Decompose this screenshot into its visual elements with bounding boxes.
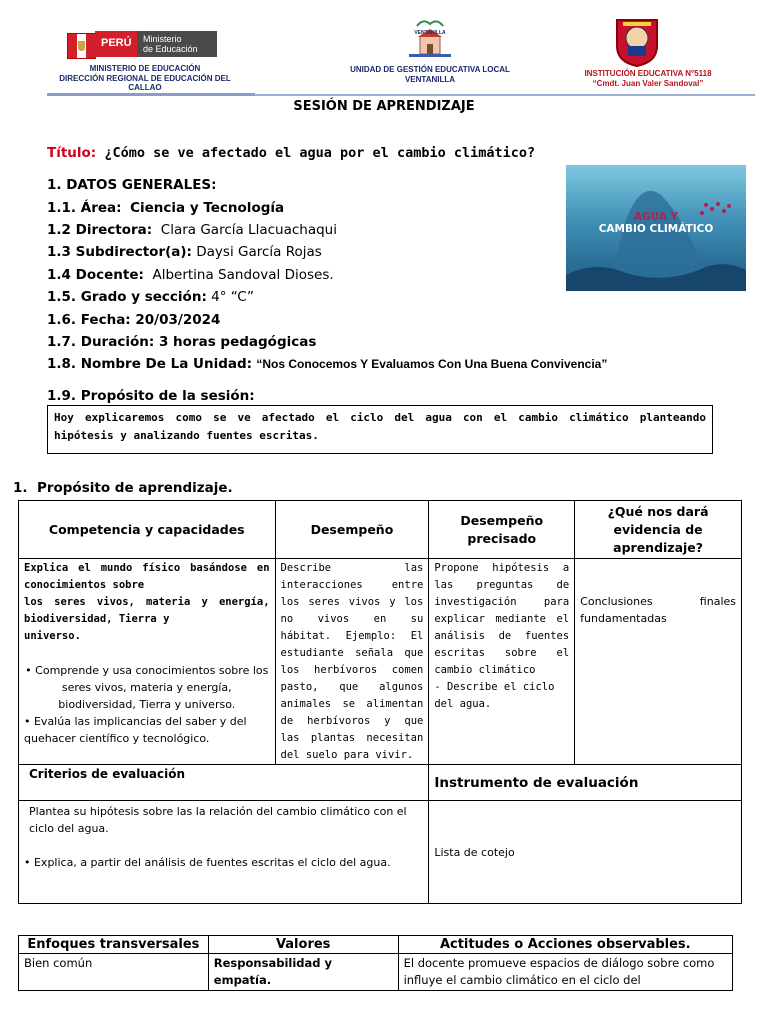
instrumento-cell: Lista de cotejo xyxy=(429,801,742,904)
ministry-caption xyxy=(40,64,250,93)
fecha-row: 1.6. Fecha: 20/03/2024 xyxy=(47,312,221,328)
precisado-text-1: Propone hipótesis a las preguntas de investigación para explicar mediante el análisis de fuentes escritas sobre el cambio climático xyxy=(434,562,570,676)
enfoques-header-row xyxy=(19,936,733,954)
competencia-text-2: los seres vivos, materia y energía, biodiversidad, Tierra y xyxy=(24,596,270,625)
col-evidencia: ¿Qué nos dará evidencia de aprendizaje? xyxy=(575,501,742,559)
aprendizaje-table xyxy=(18,500,742,904)
criterios-cell xyxy=(19,801,429,904)
competencia-text-3: universo. xyxy=(24,630,81,642)
col-enfoques: Enfoques transversales xyxy=(19,936,209,954)
docente-row: 1.4 Docente: Albertina Sandoval Dioses. xyxy=(47,267,334,283)
aprendizaje-heading: 1. Propósito de aprendizaje. xyxy=(13,480,233,496)
proposito-box: Hoy explicaremos como se ve afectado el ciclo del agua con el cambio climático planteando hipótesis y analizando fuentes escritas. xyxy=(47,405,713,454)
table-row xyxy=(19,954,733,991)
school-crest-icon xyxy=(613,16,661,68)
unidad-row: 1.8. Nombre De La Unidad: “Nos Conocemos Y Evaluamos Con Una Buena Convivencia” xyxy=(47,356,608,372)
acciones-cell: El docente promueve espacios de diálogo sobre como influye el cambio climático en el ciclo del xyxy=(398,954,732,991)
ugel-logo-text: VENTANILLA xyxy=(414,30,446,36)
capacidad-1: • Comprende y usa conocimientos sobre los seres vivos, materia y energía, biodiversidad, Tierra y universo. xyxy=(25,664,269,711)
school-caption-2: “Cmdt. Juan Valer Sandoval” xyxy=(592,78,704,88)
capacidad-2: • Evalúa las implicancias del saber y del quehacer científico y tecnológico. xyxy=(24,715,247,745)
precisado-cell xyxy=(429,559,575,765)
school-caption-1: INSTITUCIÓN EDUCATIVA N°5118 xyxy=(584,69,712,78)
ministry-caption-2: DIRECCIÓN REGIONAL DE EDUCACIÓN DEL xyxy=(59,73,231,83)
valores-cell: Responsabilidad y empatía. xyxy=(208,954,398,991)
ugel-logo xyxy=(405,16,455,60)
enfoques-table xyxy=(18,935,733,991)
col-actitudes: Actitudes o Acciones observables. xyxy=(398,936,732,954)
grado-row: 1.5. Grado y sección: 4° “C” xyxy=(47,289,254,305)
ministry-label-1: Ministerio xyxy=(143,34,182,44)
desempeno-cell: Describe las interacciones entre los seres vivos y los no vivos en su hábitat. Ejemplo: El estudiante señala que los herbívoros comen pasto, que algunos animales se alimentan de herbívoros y que las plantas necesitan del suelo para vivir. xyxy=(275,559,429,765)
col-desempeno: Desempeño xyxy=(275,501,429,559)
col-precisado: Desempeño precisado xyxy=(429,501,575,559)
ministry-caption-1: MINISTERIO DE EDUCACIÓN xyxy=(89,64,201,73)
header-divider-left xyxy=(47,93,255,96)
col-valores: Valores xyxy=(208,936,398,954)
header-divider-right xyxy=(255,94,755,96)
precisado-text-2: - Describe el ciclo del agua. xyxy=(434,681,555,710)
criterios-header-row xyxy=(19,765,742,801)
ugel-caption-1: UNIDAD DE GESTIÓN EDUCATIVA LOCAL xyxy=(350,65,510,74)
table-header-row xyxy=(19,501,742,559)
peru-coat-of-arms-icon xyxy=(67,33,96,59)
ugel-caption xyxy=(320,65,540,84)
school-caption xyxy=(563,69,733,88)
session-title-value: ¿Cómo se ve afectado el agua por el cambio climático? xyxy=(104,145,536,161)
ugel-caption-2: VENTANILLA xyxy=(404,74,456,84)
ministry-label-2: de Educación xyxy=(143,44,198,54)
table-row xyxy=(19,559,742,765)
criterios-label: Criterios de evaluación xyxy=(19,765,429,801)
competencia-cell xyxy=(19,559,276,765)
ministry-caption-3: CALLAO xyxy=(128,83,162,92)
directora-row: 1.2 Directora: Clara García Llacuachaqui xyxy=(47,222,337,238)
session-title-label: Título: xyxy=(47,145,97,161)
competencia-text-1: Explica el mundo físico basándose en conocimientos sobre xyxy=(24,562,270,591)
evidencia-cell: Conclusiones finales fundamentadas xyxy=(575,559,742,765)
proposito-heading: 1.9. Propósito de la sesión: xyxy=(47,388,255,404)
climate-water-image xyxy=(566,165,746,291)
col-competencia: Competencia y capacidades xyxy=(19,501,276,559)
subdirector-row: 1.3 Subdirector(a): Daysi García Rojas xyxy=(47,244,322,260)
criterios-row xyxy=(19,801,742,904)
area-row: 1.1. Área: Ciencia y Tecnología xyxy=(47,200,285,216)
enfoque-cell: Bien común xyxy=(19,954,209,991)
criterio-2: • Explica, a partir del análisis de fuentes escritas el ciclo del agua. xyxy=(24,856,391,869)
image-title-1: AGUA Y xyxy=(633,211,679,223)
datos-heading: 1. DATOS GENERALES: xyxy=(47,177,217,193)
document-title: SESIÓN DE APRENDIZAJE xyxy=(293,99,475,114)
duracion-row: 1.7. Duración: 3 horas pedagógicas xyxy=(47,334,317,350)
criterio-1: Plantea su hipótesis sobre las la relación del cambio climático con el ciclo del agua. xyxy=(29,805,407,835)
image-title-2: CAMBIO CLIMÁTICO xyxy=(598,223,714,235)
peru-label: PERÚ xyxy=(95,31,137,57)
minedu-brand xyxy=(95,31,217,57)
instrumento-label: Instrumento de evaluación xyxy=(429,765,742,801)
session-title xyxy=(47,145,535,161)
